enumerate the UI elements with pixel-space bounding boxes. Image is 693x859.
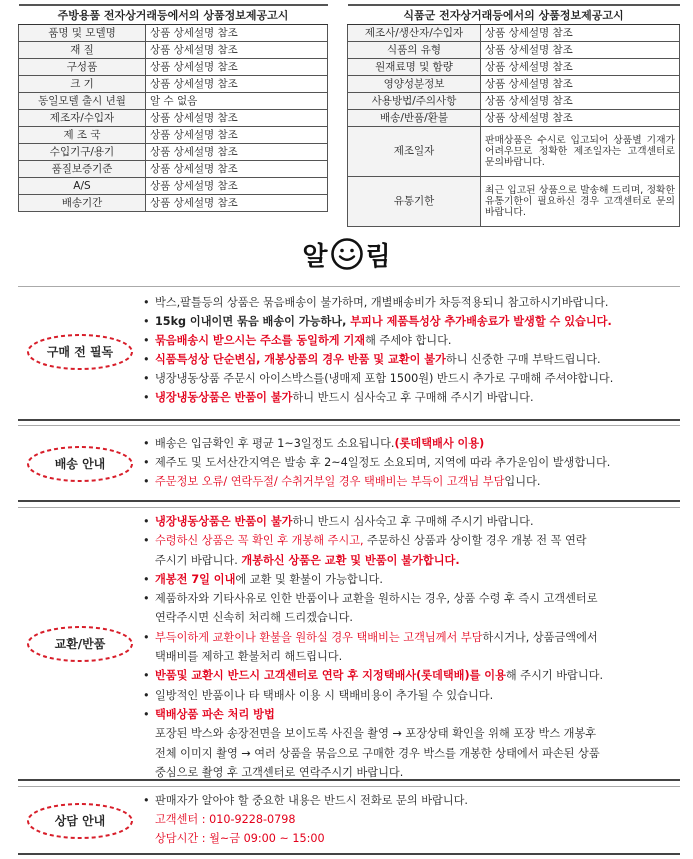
kitchenware-info-table xyxy=(18,4,328,212)
exchange-list: • 냉장냉동상품은 반품이 불가하니 반드시 심사숙고 후 구매해 주시기 바랍니다. • 수령하신 상품은 꼭 확인 후 개봉해 주시고, 주문하신 상품과 상이할 경우 개봉 전 꼭 연락 주시기 바랍니다. 개봉하신 상품은 교환 및 반품이 불가합니다. • 개봉전 7일 이내에 교환 및 환불이 가능합니다. • 제품하자와 기타사유로 인한 반품이나 교환을 원하시는 경우, 상품 수령 후 즉시 고객센터로 연락주시면 신속히 처리해 드리겠습니다. • 부득이하게 교환이나 환불을 원하실 경우 택배비는 고객님께서 부담하시거나, 상품금액에서 택배비를 제하고 환불처리 해드립니다. • 반품및 교환시 반드시 고객센터로 연락 후 지정택배사(롯데택배)를 이용해 주시기 바랍니다. • 일방적인 반품이나 타 택배사 이용 시 택배비용이 추가될 수 있습니다. • 택배상품 파손 처리 방법 포장된 박스와 송장전면을 보이도록 사진을 촬영 → 포장상태 확인을 위해 포장 박스 개봉후 전체 이미지 촬영 → 여러 상품을 묶음으로 구매한 경우 박스를 개봉한 상태에서 파손된 상품 중심으로 촬영 후 고객센터로 연락주시기 바랍니다. xyxy=(143,512,672,782)
table-row: 동일모델 출시 년월 알 수 없음 xyxy=(19,93,328,110)
food-info-table xyxy=(347,4,680,227)
exchange-badge: 교환/반품 xyxy=(26,625,134,663)
table-row: 제조자/수입자 상품 상세설명 참조 xyxy=(19,110,328,127)
table-row: 영양성분정보 상품 상세설명 참조 xyxy=(348,76,680,93)
consult-hours: 상담시간 : 월~금 09:00 ~ 15:00 xyxy=(155,832,325,845)
list-item: • 택배상품 파손 처리 방법 xyxy=(143,705,672,724)
table-row: 수입기구/용기 상품 상세설명 참조 xyxy=(19,144,328,161)
customer-center-phone: 고객센터 : 010-9228-0798 xyxy=(155,813,296,826)
table-row: 원재료명 및 함량 상품 상세설명 참조 xyxy=(348,59,680,76)
food-table-title: 식품군 전자상거래등에서의 상품정보제공고시 xyxy=(348,5,680,25)
table-row: 배송/반품/환불 상품 상세설명 참조 xyxy=(348,110,680,127)
table-row: 식품의 유형 상품 상세설명 참조 xyxy=(348,42,680,59)
table-row: 제 조 국 상품 상세설명 참조 xyxy=(19,127,328,144)
table-row: 유통기한 최근 입고된 상품으로 발송해 드리며, 정확한 유통기한이 필요하신 경우 고객센터로 문의바랍니다. xyxy=(348,177,680,227)
consult-list xyxy=(143,791,672,848)
smiley-icon xyxy=(330,237,364,271)
list-item: • 개봉전 7일 이내에 교환 및 환불이 가능합니다. xyxy=(143,570,672,589)
table-row: 재 질 상품 상세설명 참조 xyxy=(19,42,328,59)
list-item: • 부득이하게 교환이나 환불을 원하실 경우 택배비는 고객님께서 부담하시거나, 상품금액에서 xyxy=(143,628,672,647)
table-row: 사용방법/주의사항 상품 상세설명 참조 xyxy=(348,93,680,110)
logo-text-left: 알 xyxy=(302,241,328,272)
consult-section xyxy=(18,786,680,855)
list-item: • 식품특성상 단순변심, 개봉상품의 경우 반품 및 교환이 불가하니 신중한 구매 부탁드립니다. xyxy=(143,350,672,369)
list-item: • 반품및 교환시 반드시 고객센터로 연락 후 지정택배사(롯데택배)를 이용해 주시기 바랍니다. xyxy=(143,666,672,685)
list-item: • 냉장냉동상품은 반품이 불가하니 반드시 심사숙고 후 구매해 주시기 바랍니다. xyxy=(143,512,672,531)
table-row: 제조일자 판매상품은 수시로 입고되어 상품별 기재가 어려우므로 정확한 제조일자는 고객센터로 문의바랍니다. xyxy=(348,127,680,177)
list-item: • 15kg 이내이면 묶음 배송이 가능하나, 부피나 제품특성상 추가배송료가 발생할 수 있습니다. xyxy=(143,312,672,331)
table-row: 품명 및 모델명 상품 상세설명 참조 xyxy=(19,25,328,42)
list-item: • 제주도 및 도서산간지역은 발송 후 2~4일정도 소요되며, 지역에 따라 추가운임이 발생합니다. xyxy=(143,453,672,472)
delivery-badge: 배송 안내 xyxy=(26,445,134,483)
list-item: • 박스,팔틀등의 상품은 묶음배송이 불가하며, 개별배송비가 차등적용되니 참고하시기바랍니다. xyxy=(143,293,672,312)
delivery-section xyxy=(18,425,680,502)
list-item: • 냉장냉동상품은 반품이 불가하니 반드시 심사숙고 후 구매해 주시기 바랍니다. xyxy=(143,388,672,407)
product-info-tables xyxy=(18,4,680,230)
precaution-section xyxy=(18,286,680,421)
kitchenware-table-title: 주방용품 전자상거래등에서의 상품정보제공고시 xyxy=(19,5,328,25)
list-item: • 제품하자와 기타사유로 인한 반품이나 교환을 원하시는 경우, 상품 수령 후 즉시 고객센터로 xyxy=(143,589,672,608)
precaution-list xyxy=(143,293,672,407)
notice-logo xyxy=(0,234,693,274)
consult-badge: 상담 안내 xyxy=(26,802,134,840)
list-item: • 주문정보 오류/ 연락두절/ 수취거부일 경우 택배비는 부득이 고객님 부담입니다. xyxy=(143,472,672,491)
list-item: • 묶음배송시 받으시는 주소를 동일하게 기재해 주세야 합니다. xyxy=(143,331,672,350)
delivery-list xyxy=(143,434,672,491)
list-item: • 판매자가 알아야 할 중요한 내용은 반드시 전화로 문의 바랍니다. xyxy=(143,791,672,810)
table-row: 품질보증기준 상품 상세설명 참조 xyxy=(19,161,328,178)
logo-text-right: 림 xyxy=(365,241,391,272)
list-item: • 일방적인 반품이나 타 택배사 이용 시 택배비용이 추가될 수 있습니다. xyxy=(143,686,672,705)
table-row: 크 기 상품 상세설명 참조 xyxy=(19,76,328,93)
table-row: 배송기간 상품 상세설명 참조 xyxy=(19,195,328,212)
list-item: • 배송은 입금확인 후 평균 1~3일정도 소요됩니다.(롯데택배사 이용) xyxy=(143,434,672,453)
table-row: 제조사/생산자/수입자 상품 상세설명 참조 xyxy=(348,25,680,42)
table-row: A/S 상품 상세설명 참조 xyxy=(19,178,328,195)
list-item: • 냉장냉동상품 주문시 아이스박스를(냉매제 포함 1500원) 반드시 추가로 구매해 주셔야합니다. xyxy=(143,369,672,388)
precaution-badge: 구매 전 필독 xyxy=(26,333,134,371)
table-row: 구성품 상품 상세설명 참조 xyxy=(19,59,328,76)
list-item: • 수령하신 상품은 꼭 확인 후 개봉해 주시고, 주문하신 상품과 상이할 경우 개봉 전 꼭 연락 xyxy=(143,531,672,550)
exchange-section xyxy=(18,507,680,781)
